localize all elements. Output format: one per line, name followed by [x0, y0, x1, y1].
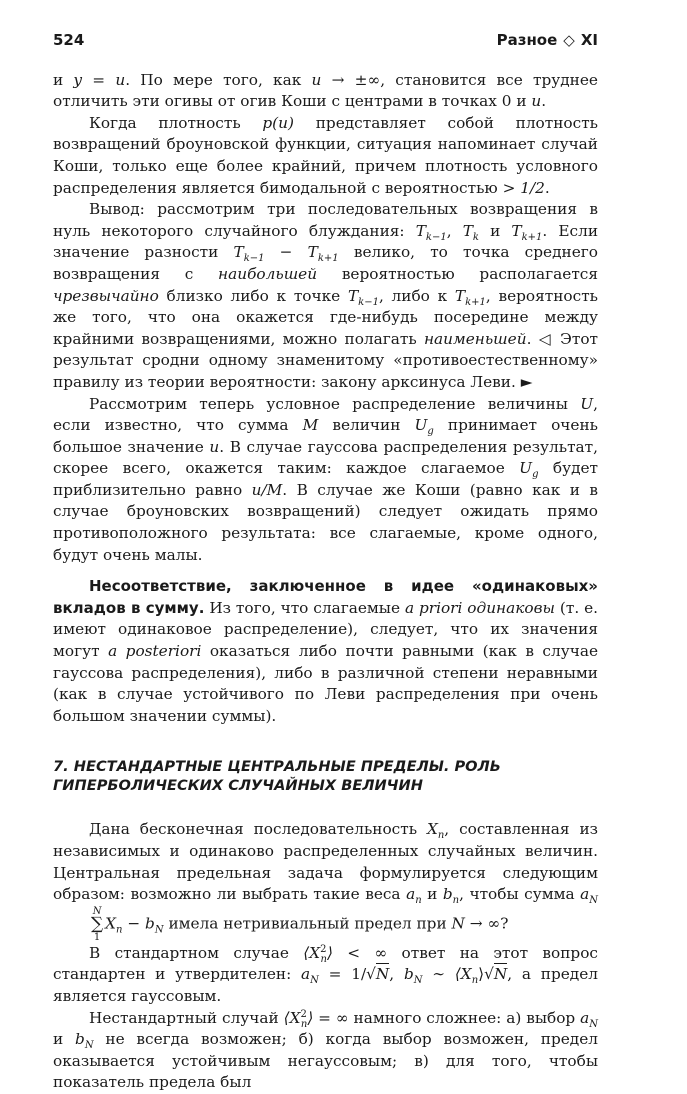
- paragraph-2: Когда плотность p(u) представляет собой плотность возвращений броуновской функции, ситуация напоминает случай Коши, только еще более крайний, причем плотность условного распределения является бимодальной с вероятностью > 1/2.: [53, 113, 598, 197]
- running-header: [53, 30, 598, 52]
- paragraph-1: и y = u. По мере того, как u → ±∞, становится все труднее отличить эти огивы от огив Коши с центрами в точках 0 и u.: [53, 70, 598, 111]
- math-density: p(u): [262, 113, 294, 132]
- paragraph-7: В стандартном случае $⟨X^2_n⟩$ < ∞ ответ на этот вопрос стандартен и утвердителен: $a_N = 1/√N$, $b_N$ ∼ $⟨X_n⟩√N$, а предел является гауссовым.: [53, 943, 598, 1005]
- emphasis-smallest: наименьшей: [423, 329, 527, 348]
- emphasis-a-posteriori: a posteriori: [108, 642, 202, 661]
- chapter-number: XI: [580, 31, 598, 49]
- diamond-icon: ◇: [563, 31, 575, 49]
- math-y-equals-u: y = u: [73, 70, 126, 89]
- paragraph-3: Вывод: рассмотрим три последовательных возвращения в нуль некоторого случайного блуждания: $T_{k-1}$, $T_k$ и $T_{k+1}$. Если значение разности $T_{k-1} - T_{k+1}$ велико, то точка среднего возвращения с наибольшей вероятностью располагается чрезвычайно близко либо к точке $T_{k-1}$, либо к $T_{k+1}$, вероятность же того, что она окажется где-нибудь посередине между крайними возвращениями, можно полагать наименьшей. ◁ Этот результат сродни одному знаменитому «противоестественному» правилу из теории вероятности: закону арксинуса Леви. ►: [53, 200, 599, 391]
- sum-symbol: N ∑ 1: [91, 905, 104, 943]
- math-u-limit: u → ±∞: [311, 70, 381, 89]
- section-label: Разное: [496, 31, 558, 49]
- emphasis-extremely: чрезвычайно: [53, 286, 159, 305]
- chapter-label: [497, 30, 598, 52]
- page-number: 524: [53, 31, 85, 49]
- paragraph-5: Несоответствие, заключенное в идее «одинаковых» вкладов в сумму. Из того, что слагаемые a priori одинаковы (т. е. имеют одинаковое распределение), следует, что их значения могут a posteriori оказаться либо почти равными (как в случае гауссова распределения), либо в различной степени неравными (как в случае устойчивого по Леви распределения при очень большом значении суммы).: [53, 577, 599, 725]
- book-page: [53, 30, 598, 1094]
- paragraph-6: Дана бесконечная последовательность $X_n$, составленная из независимых и одинаково распределенных случайных величин. Центральная предельная задача формулируется следующим образом: возможно ли выбрать такие веса $a_n$ и $b_n$, чтобы сумма $a_N$ N ∑ 1 $X_n - b_N$ имела нетривиальный предел при N → ∞?: [53, 820, 598, 943]
- section-heading: 7. НЕСТАНДАРТНЫЕ ЦЕНТРАЛЬНЫЕ ПРЕДЕЛЫ. РОЛЬ ГИПЕРБОЛИЧЕСКИХ СЛУЧАЙНЫХ ВЕЛИЧИН: [53, 758, 501, 795]
- run-in-heading: Несоответствие, заключенное в идее «одинаковых» вкладов в сумму.: [53, 577, 598, 617]
- emphasis-a-priori: a priori одинаковы: [404, 598, 555, 617]
- paragraph-4: Рассмотрим теперь условное распределение величины U, если известно, что сумма M величин $U_g$ принимает очень большое значение u. В случае гауссова распределения результат, скорее всего, окажется таким: каждое слагаемое $U_g$ будет приблизительно равно u/M. В случае же Коши (равно как и в случае броуновских возвращений) следует ожидать прямо противоположного результата: все слагаемые, кроме одного, будут очень малы.: [53, 394, 599, 564]
- paragraph-8: Нестандартный случай $⟨X^2_n⟩$ = ∞ намного сложнее: а) выбор $a_N$ и $b_N$ не всегда возможен; б) когда выбор возможен, предел оказывается устойчивым негауссовым; в) для того, чтобы показатель предела был: [53, 1008, 598, 1092]
- emphasis-largest: наибольшей: [218, 264, 318, 283]
- math-half: 1/2: [520, 178, 545, 197]
